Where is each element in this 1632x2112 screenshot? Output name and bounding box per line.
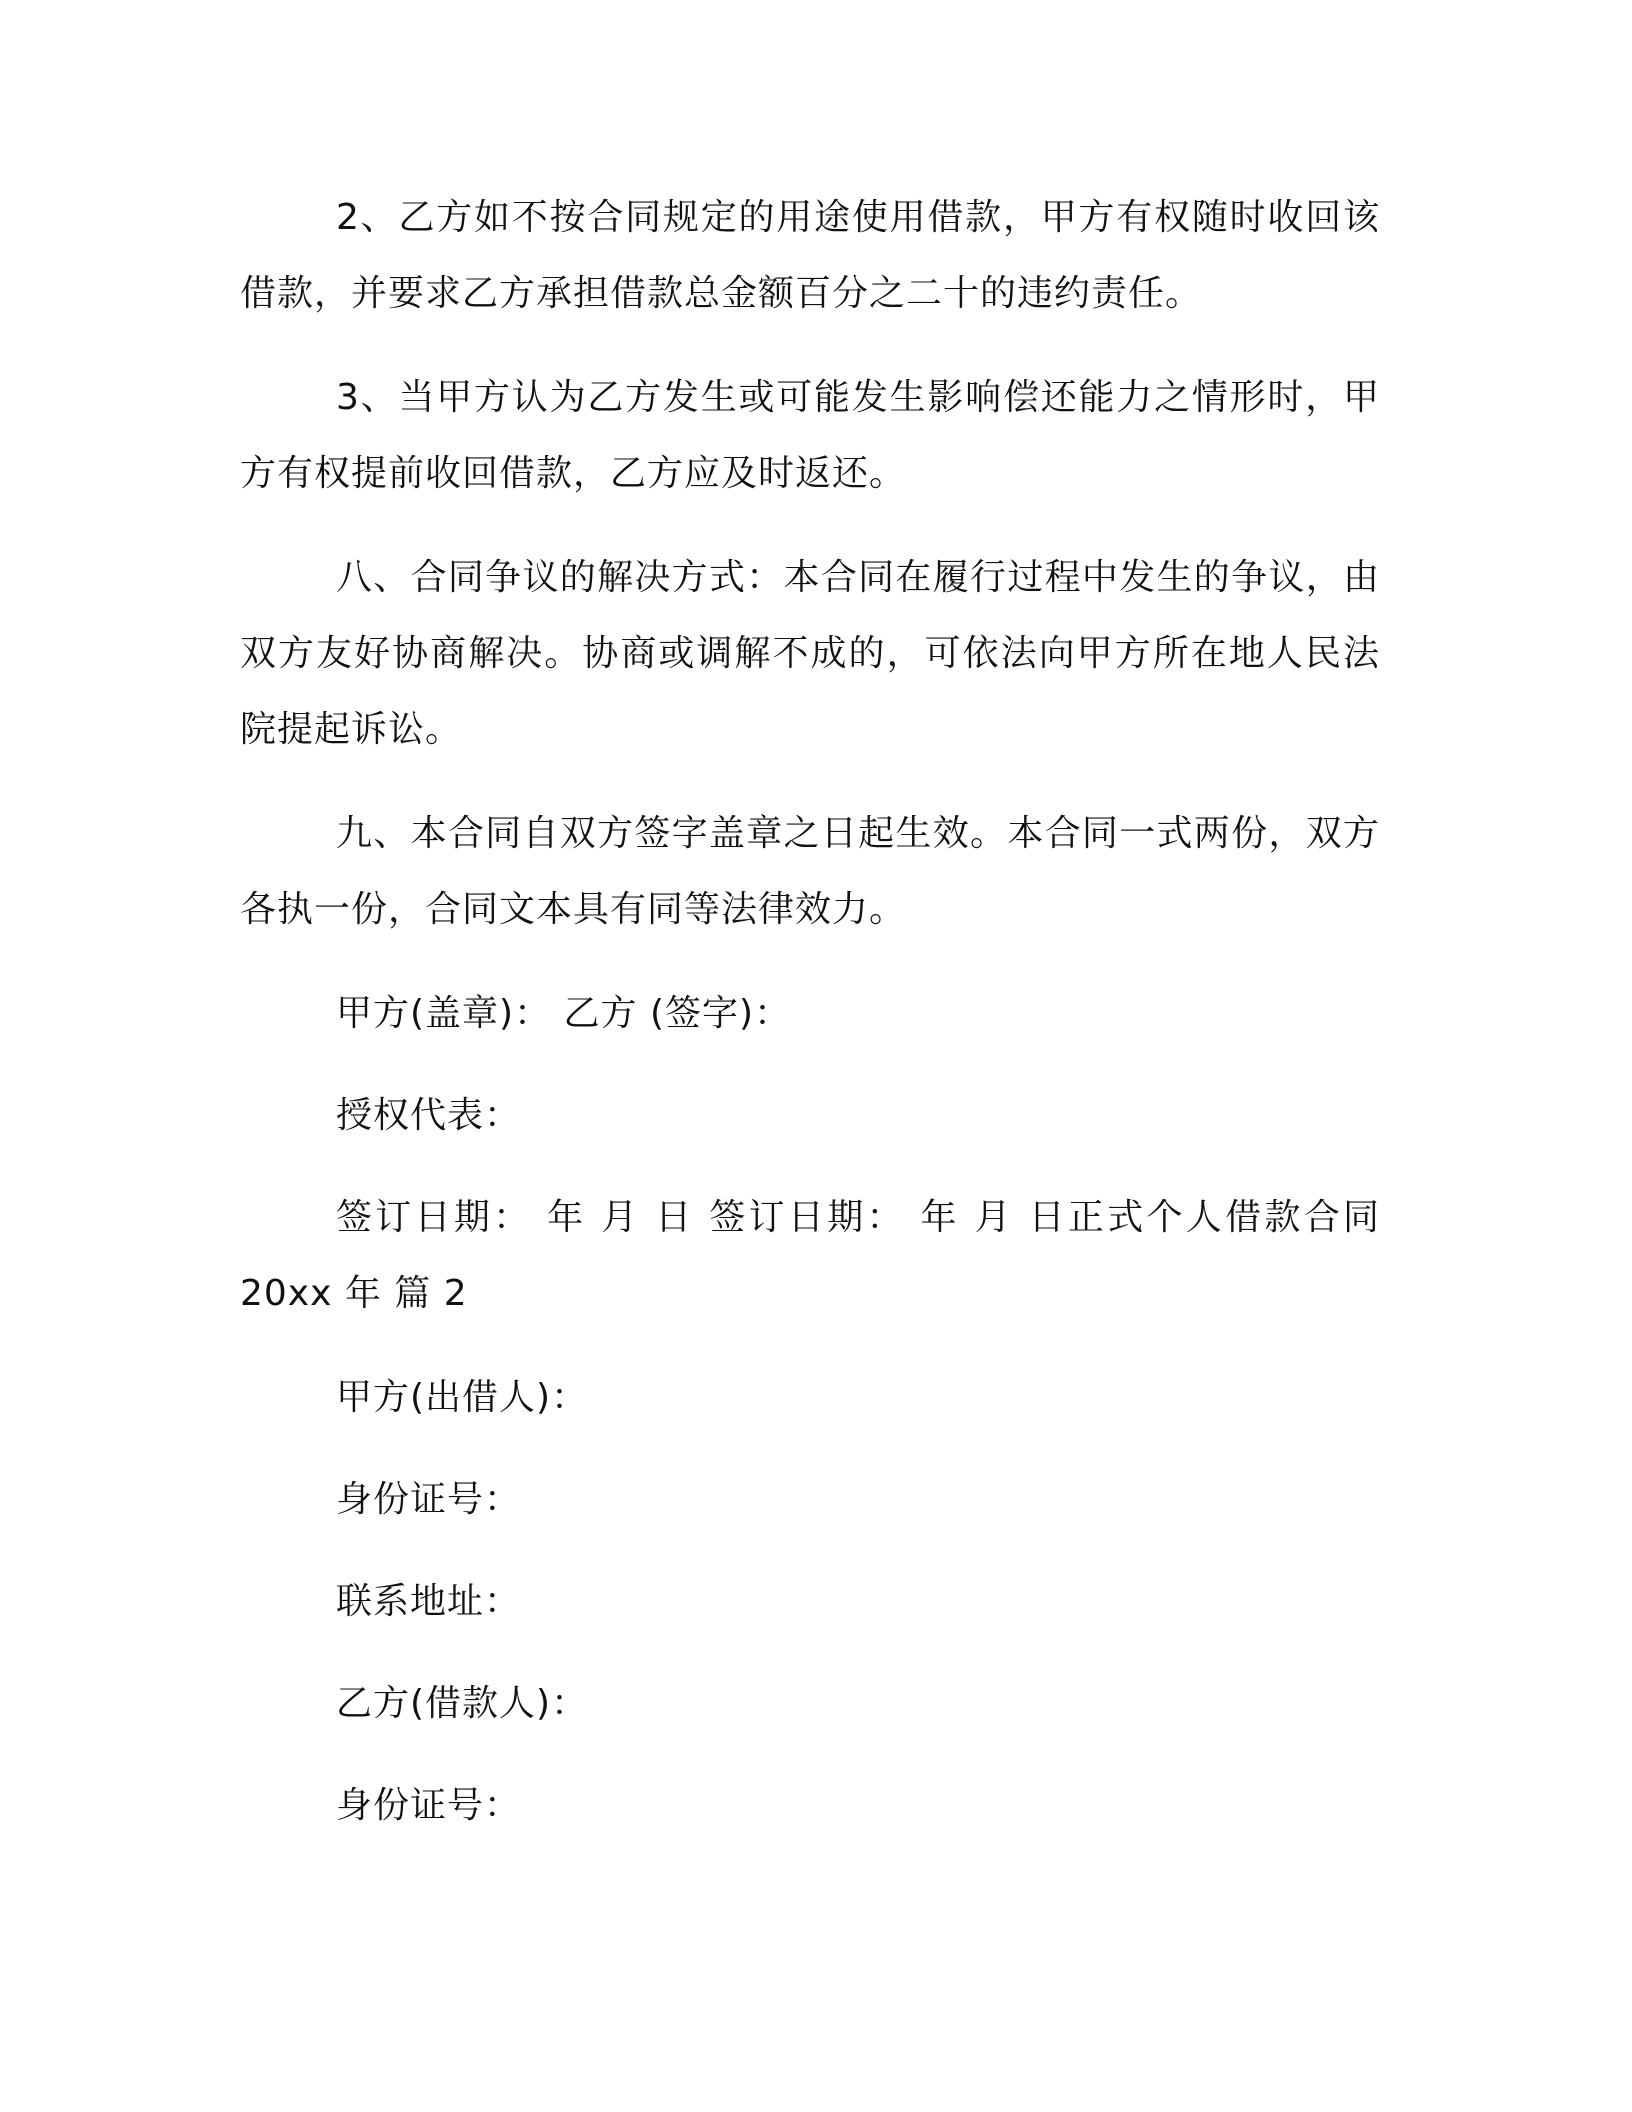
clause-7-3-paragraph: 3、当甲方认为乙方发生或可能发生影响偿还能力之情形时，甲方有权提前收回借款，乙方应及时返还。 [240,377,1380,494]
borrower-party-line: 乙方(借款人)： [336,1683,589,1724]
clause-9-paragraph: 九、本合同自双方签字盖章之日起生效。本合同一式两份，双方各执一份，合同文本具有同等法律效力。 [240,813,1380,930]
clause-7-2-paragraph: 2、乙方如不按合同规定的用途使用借款，甲方有权随时收回该借款，并要求乙方承担借款总金额百分之二十的违约责任。 [240,197,1380,314]
signing-date-line: 签订日期： 年 月 日 签订日期： 年 月 日正式个人借款合同 20xx 年 篇 2 [240,1197,1380,1314]
party-signature-line: 甲方(盖章)： 乙方 (签字)： [336,993,792,1034]
lender-address-line: 联系地址： [336,1581,522,1622]
lender-id-number-line: 身份证号： [336,1479,522,1520]
borrower-id-number-line: 身份证号： [336,1785,522,1826]
clause-8-paragraph: 八、合同争议的解决方式：本合同在履行过程中发生的争议，由双方友好协商解决。协商或调解不成的，可依法向甲方所在地人民法院提起诉讼。 [240,557,1380,750]
lender-party-line: 甲方(出借人)： [336,1377,589,1418]
authorized-representative-line: 授权代表： [336,1095,522,1136]
